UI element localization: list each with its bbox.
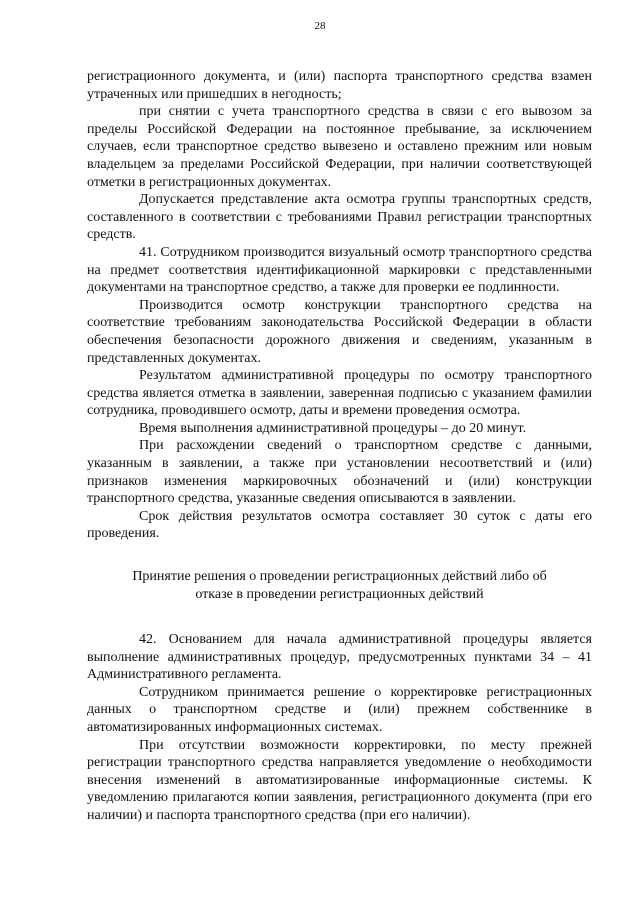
page-number: 28: [314, 20, 326, 32]
paragraph-6: Результатом административной процедуры по осмотру транспортного средства является отметка в заявлении, заверенная подписью с указанием фамилии сотрудника, проводившего осмотр, даты и времени проведения осмотра.: [87, 368, 592, 419]
paragraph-3: Допускается представление акта осмотра группы транспортных средств, составленного в соответствии с требованиями Правил регистрации транспортных средств.: [87, 192, 592, 243]
paragraph-10: 42. Основанием для начала административной процедуры является выполнение административных процедур, предусмотренных пунктами 34 – 41 Административного регламента.: [87, 632, 592, 683]
section-heading: [87, 568, 592, 604]
paragraph-8: При расхождении сведений о транспортном средстве с данными, указанным в заявлении, а также при установлении несоответствий и (или) признаков изменения маркировочных обозначений и (или) конструкции транспортного средства, указанные сведения описываются в заявлении.: [87, 438, 592, 507]
paragraph-12: При отсутствии возможности корректировки, по месту прежней регистрации транспортного средства направляется уведомление о необходимости внесения изменений в автоматизированные информационные системы. К уведомлению прилагаются копии заявления, регистрационного документа (при его наличии) и паспорта транспортного средства (при его наличии).: [87, 737, 592, 823]
paragraph-4: 41. Сотрудником производится визуальный осмотр транспортного средства на предмет соответствия идентификационной маркировки с представленными документами на транспортное средство, а также для проверки ее подлинности.: [87, 244, 592, 296]
paragraph-7: Время выполнения административной процедуры – до 20 минут.: [139, 420, 527, 436]
paragraph-9: Срок действия результатов осмотра составляет 30 суток с даты его проведения.: [87, 508, 592, 542]
section-heading-line-1: Принятие решения о проведении регистрационных действий либо об: [132, 569, 547, 585]
paragraph-11: Сотрудником принимается решение о корректировке регистрационных данных о транспортном средстве и (или) прежнем собственнике в автоматизированных информационных системах.: [87, 684, 592, 735]
paragraph-2: при снятии с учета транспортного средства в связи с его вывозом за пределы Российской Федерации на постоянное пребывание, за исключением случаев, если транспортное средство вывезено и оставлено прежним или новым владельцем за пределами Российской Федерации, при наличии соответствующей отметки в регистрационных документах.: [87, 104, 592, 190]
paragraph-1: регистрационного документа, и (или) паспорта транспортного средства взамен утраченных или пришедших в негодность;: [87, 69, 592, 102]
paragraph-5: Производится осмотр конструкции транспортного средства на соответствие требованиям законодательства Российской Федерации в области обеспечения безопасности дорожного движения и сведениям, указанным в представленных документах.: [87, 297, 592, 366]
document-body: [87, 68, 592, 825]
section-heading-line-2: отказе в проведении регистрационных действий: [195, 587, 484, 603]
